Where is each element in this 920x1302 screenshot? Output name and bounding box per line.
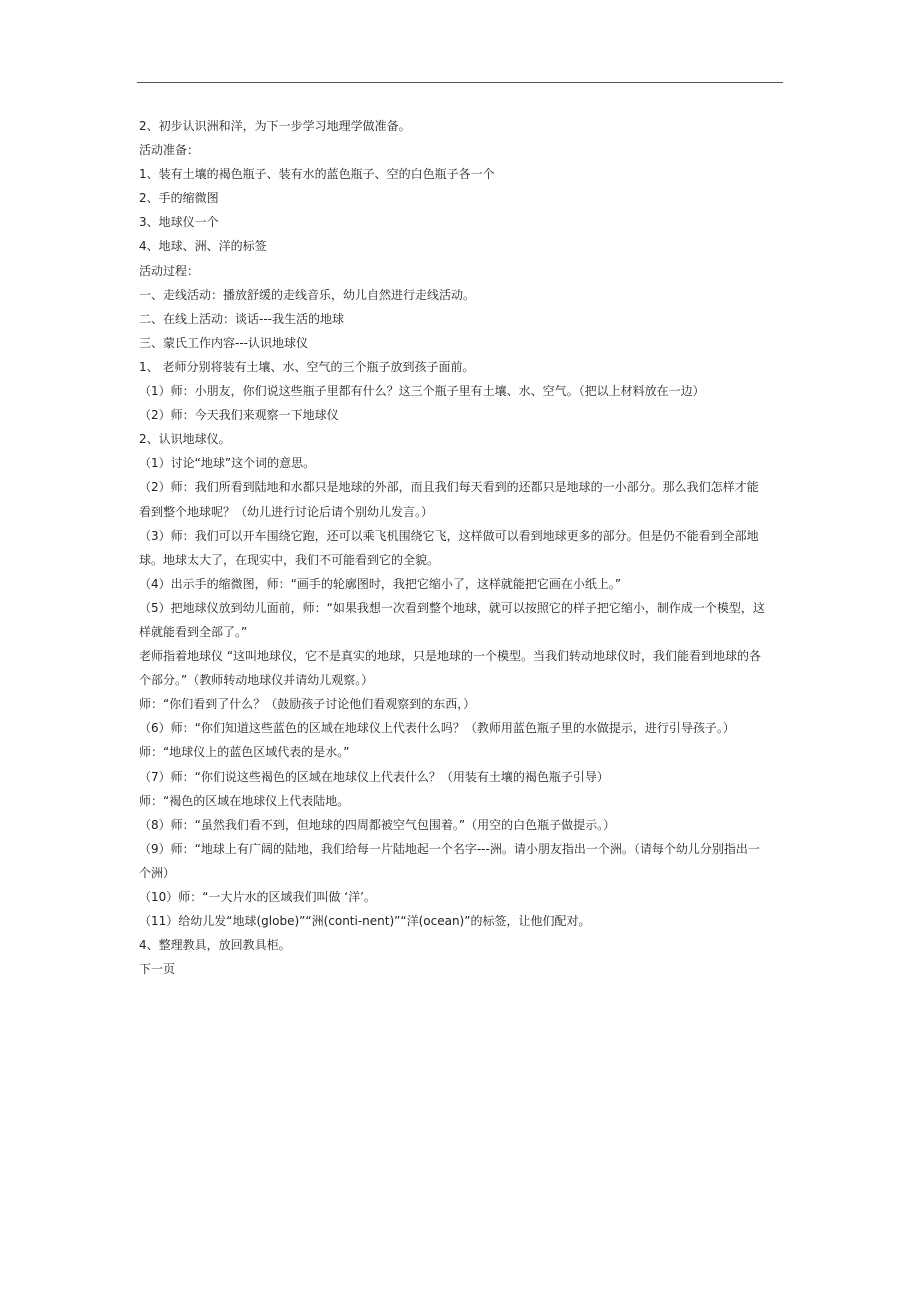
- text-line: 师：“褐色的区域在地球仪上代表陆地。: [139, 793, 350, 808]
- text-line: 2、手的缩微图: [139, 191, 219, 206]
- text-line: 师：“地球仪上的蓝色区域代表的是水。”: [139, 745, 350, 760]
- next-page-link[interactable]: 下一页: [139, 962, 176, 977]
- text-line: 球。地球太大了，在现实中，我们不可能看到它的全貌。: [139, 552, 440, 567]
- text-line: （8）师：“虽然我们看不到，但地球的四周都被空气包围着。”（用空的白色瓶子做提示。）: [139, 817, 616, 832]
- text-line: 个部分。”（教师转动地球仪并请幼儿观察。）: [139, 673, 374, 688]
- text-line: （6）师：“你们知道这些蓝色的区域在地球仪上代表什么吗？（教师用蓝色瓶子里的水做提示，进行引导孩子。）: [139, 721, 735, 736]
- text-line: （7）师：“你们说这些褐色的区域在地球仪上代表什么？（用装有土壤的褐色瓶子引导）: [139, 769, 609, 784]
- text-line: （4）出示手的缩微图，师：“画手的轮廓图时，我把它缩小了，这样就能把它画在小纸上。”: [139, 576, 622, 591]
- text-line: 1、 老师分别将装有土壤、水、空气的三个瓶子放到孩子面前。: [139, 359, 475, 374]
- text-line: （2）师：我们所看到陆地和水都只是地球的外部，而且我们每天看到的还都只是地球的一小部分。那么我们怎样才能: [139, 480, 759, 495]
- header-divider: [137, 82, 783, 83]
- text-line: 老师指着地球仪 “这叫地球仪，它不是真实的地球，只是地球的一个模型。当我们转动地球仪时，我们能看到地球的各: [139, 649, 762, 664]
- text-line: 一、走线活动：播放舒缓的走线音乐，幼儿自然进行走线活动。: [139, 287, 476, 302]
- text-line: 二、在线上活动：谈话---我生活的地球: [139, 311, 344, 326]
- text-line: 2、认识地球仪。: [139, 432, 231, 447]
- text-line: 活动过程：: [139, 263, 200, 278]
- text-line: （2）师：今天我们来观察一下地球仪: [139, 408, 339, 423]
- document-body: [139, 114, 784, 981]
- text-line: （10）师：“一大片水的区域我们叫做 ‘洋’。: [139, 890, 376, 904]
- text-line: （11）给幼儿发“地球(globe)”“洲(conti-nent)”“洋(ocean)”的标签，让他们配对。: [139, 914, 591, 929]
- text-line: （5）把地球仪放到幼儿面前，师：“如果我想一次看到整个地球，就可以按照它的样子把它缩小，制作成一个模型，这: [139, 600, 765, 615]
- text-line: 三、蒙氏工作内容---认识地球仪: [139, 335, 308, 350]
- text-line: 1、装有土壤的褐色瓶子、装有水的蓝色瓶子、空的白色瓶子各一个: [139, 167, 495, 182]
- text-line: 样就能看到全部了。”: [139, 624, 248, 639]
- text-line: 3、地球仪一个: [139, 215, 219, 230]
- text-line: （3）师：我们可以开车围绕它跑，还可以乘飞机围绕它飞，这样做可以看到地球更多的部分。但是仍不能看到全部地: [139, 528, 759, 543]
- text-line: （9）师：“地球上有广阔的陆地，我们给每一片陆地起一个名字---洲。请小朋友指出一个洲。（请每个幼儿分别指出一: [139, 841, 760, 856]
- text-line: 师：“你们看到了什么？（鼓励孩子讨论他们看观察到的东西，）: [139, 697, 476, 712]
- text-line: （1）讨论“地球”这个词的意思。: [139, 456, 316, 471]
- text-line: 个洲）: [139, 865, 176, 880]
- text-line: 2、初步认识洲和洋，为下一步学习地理学做准备。: [139, 119, 411, 133]
- text-line: 4、整理教具，放回教具柜。: [139, 938, 291, 953]
- text-line: 4、地球、洲、洋的标签: [139, 239, 267, 254]
- text-line: 看到整个地球呢？（幼儿进行讨论后请个别幼儿发言。）: [139, 504, 434, 519]
- text-line: 活动准备：: [139, 143, 200, 158]
- text-line: （1）师：小朋友，你们说这些瓶子里都有什么？这三个瓶子里有土壤、水、空气。（把以上材料放在一边）: [139, 384, 705, 399]
